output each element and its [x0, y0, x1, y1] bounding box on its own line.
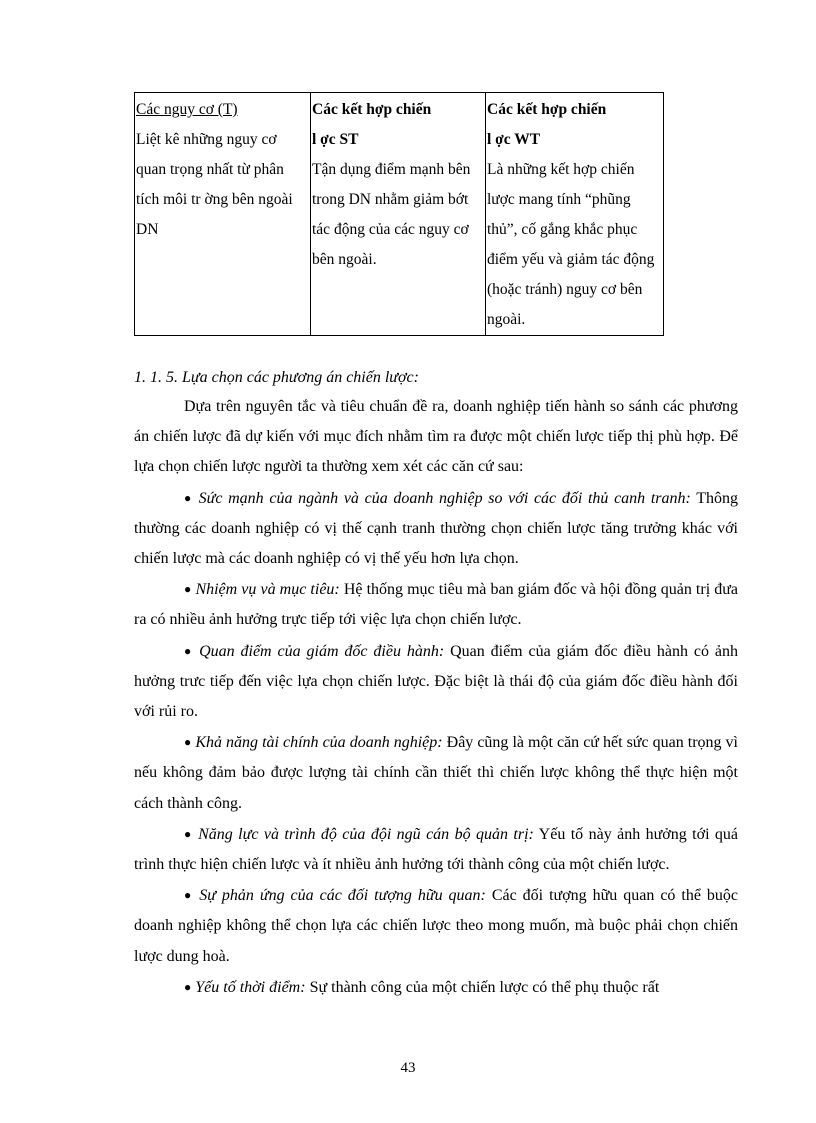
bullet-text: Thông thường các doanh nghiệp có vị thế cạnh tranh thường chọn chiến lược tăng trưởng khác với chiến lược mà các doanh nghiệp có vị thế yếu hơn lựa chọn. — [134, 489, 739, 568]
wt-cell — [486, 93, 664, 336]
wt-title-line2: l ợc WT — [487, 131, 541, 148]
bullet-lead: Sự phản ứng của các đối tượng hữu quan: — [199, 887, 486, 905]
bullet-paragraph — [134, 636, 738, 728]
bullet-lead: Quan điểm của giám đốc điều hành: — [199, 642, 445, 660]
wt-title-line1: Các kết hợp chiến — [487, 101, 607, 118]
table-row — [135, 93, 664, 336]
bullet-icon: ● — [184, 735, 192, 750]
bullet-icon: ● — [184, 643, 194, 658]
bullet-text: Đây cũng là một căn cứ hết sức quan trọng vì nếu không đảm bảo được lượng tài chính cần thiết thì chiến lược không thể thực hiện một cách thành công. — [134, 734, 739, 812]
st-title-line1: Các kết hợp chiến — [312, 101, 432, 118]
bullet-icon: ● — [184, 490, 193, 505]
bullet-paragraph — [134, 727, 738, 819]
st-body: Tận dụng điểm mạnh bên trong DN nhằm giảm bớt tác động của các nguy cơ bên ngoài. — [312, 161, 471, 268]
st-title-line2: l ợc ST — [312, 131, 359, 148]
section-heading: 1. 1. 5. Lựa chọn các phương án chiến lược: — [134, 369, 419, 386]
wt-body: Là những kết hợp chiến lược mang tính “phũng thủ”, cố gắng khắc phục điểm yếu và giảm tác động (hoặc tránh) nguy cơ bên ngoài. — [487, 161, 655, 328]
bullet-paragraph — [134, 483, 738, 575]
bullet-text: Sự thành công của một chiến lược có thể phụ thuộc rất — [305, 978, 660, 996]
bullet-lead: Năng lực và trình độ của đội ngũ cán bộ quản trị: — [198, 825, 534, 843]
st-cell — [311, 93, 486, 336]
threats-body: Liệt kê những nguy cơ quan trọng nhất từ phân tích môi tr ờng bên ngoài DN — [136, 131, 293, 238]
page-number: 43 — [400, 1060, 416, 1076]
bullet-text: Các đối tượng hữu quan có thể buộc doanh nghiệp không thể chọn lựa các chiến lược theo mong muốn, mà buộc phải chọn chiến lược dung hoà. — [134, 887, 739, 965]
bullet-paragraph — [134, 819, 738, 880]
bullet-paragraph — [134, 880, 738, 972]
bullet-lead: Nhiệm vụ và mục tiêu: — [195, 581, 340, 599]
bullet-lead: Khả năng tài chính của doanh nghiệp: — [195, 734, 443, 752]
swot-table — [134, 92, 664, 336]
bullet-text: Quan điểm của giám đốc điều hành có ảnh hưởng trưc tiếp đến việc lựa chọn chiến lược. Đặc biệt là thái độ của giám đốc điều hành đối với rủi ro. — [134, 642, 739, 721]
bullet-lead: Sức mạnh của ngành và của doanh nghiệp so với các đối thủ canh tranh: — [198, 489, 691, 507]
bullet-lead: Yếu tố thời điểm: — [195, 978, 306, 996]
bullet-icon: ● — [184, 888, 194, 903]
bullet-icon: ● — [184, 979, 192, 994]
intro-paragraph: Dựa trên nguyên tắc và tiêu chuẩn đề ra, doanh nghiệp tiến hành so sánh các phương án chiến lược đã dự kiến với mục đích nhằm tìm ra được một chiến lược tiếp thị phù hợp. Để lựa chọn chiến lược người ta thường xem xét các căn cứ sau: — [134, 398, 738, 476]
bullet-text: Yếu tố này ảnh hưởng tới quá trình thực hiện chiến lược và ít nhiều ảnh hưởng tới thành công của một chiến lược. — [134, 825, 739, 874]
bullet-icon: ● — [184, 826, 193, 841]
bullet-paragraph — [134, 574, 738, 635]
bullet-paragraph — [134, 972, 738, 1003]
threats-title: Các nguy cơ (T) — [136, 101, 238, 118]
bullet-icon: ● — [184, 582, 192, 597]
bullet-text: Hệ thống mục tiêu mà ban giám đốc và hội đồng quản trị đưa ra có nhiều ảnh hưởng trực tiếp tới việc lựa chọn chiến lược. — [134, 581, 739, 629]
section-content — [134, 392, 738, 1003]
threats-cell — [135, 93, 311, 336]
